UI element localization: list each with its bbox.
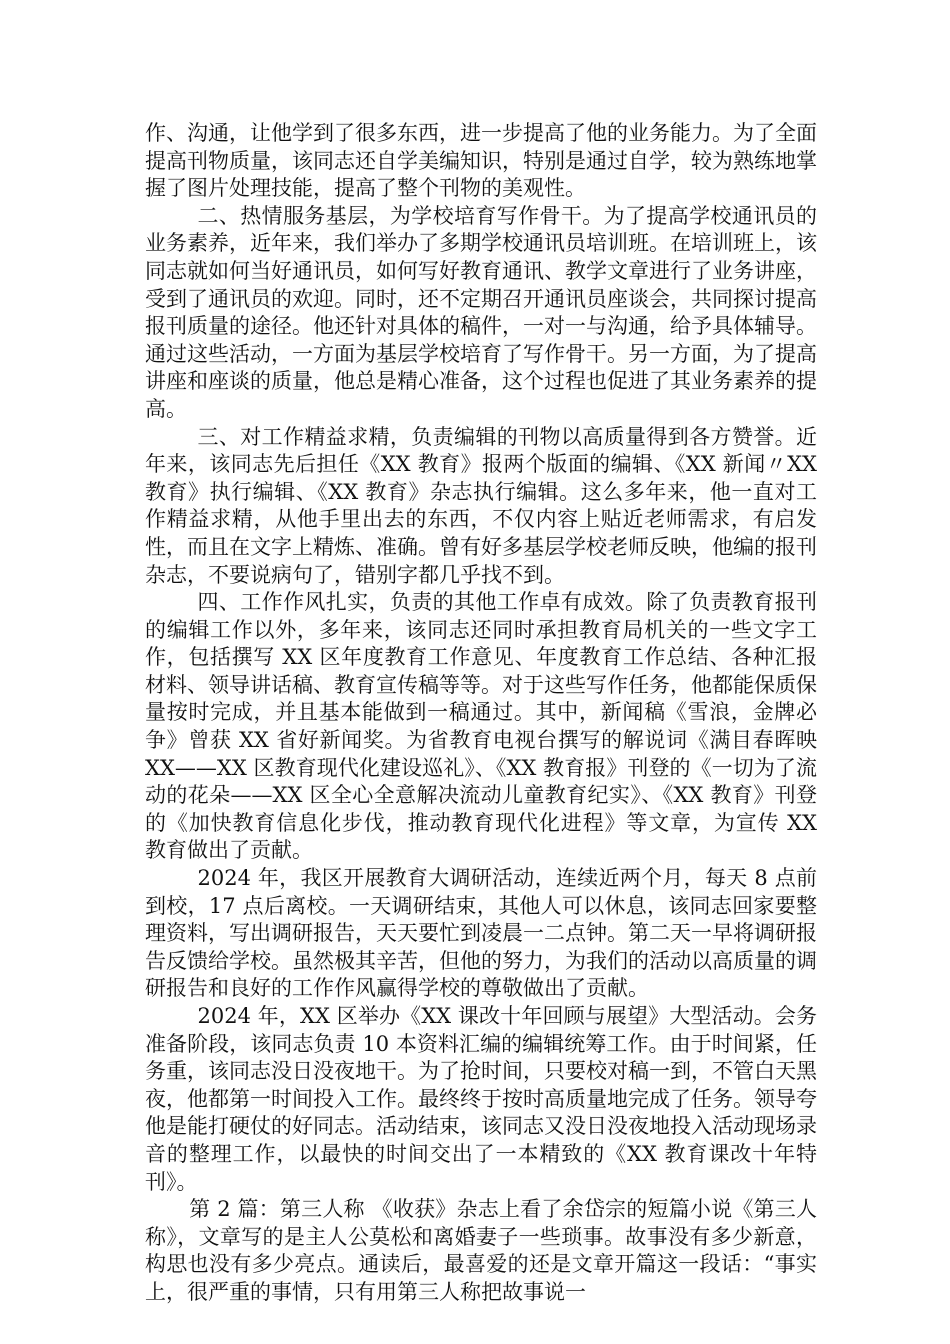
paragraph-section-3: 三、对工作精益求精，负责编辑的刊物以高质量得到各方赞誉。近年来，该同志先后担任《XX 教育》报两个版面的编辑、《XX 新闻〃XX 教育》执行编辑、《XX 教育》杂志执行编辑。这么多年来，他一直对工作精益求精，从他手里出去的东西，不仅内容上贴近老师需求，有启发性，而且在文字上精炼、准确。曾有好多基层学校老师反映，他编的报刊杂志，不要说病句了，错别字都几乎找不到。 (145, 424, 817, 587)
paragraph-section-4: 四、工作作风扎实，负责的其他工作卓有成效。除了负责教育报刊的编辑工作以外，多年来，该同志还同时承担教育局机关的一些文字工作，包括撰写 XX 区年度教育工作意见、年度教育工作总结、各种汇报材料、领导讲话稿、教育宣传稿等等。对于这些写作任务，他都能保质保量按时完成，并且基本能做到一稿通过。其中，新闻稿《雪浪，金牌必争》曾获 XX 省好新闻奖。为省教育电视台撰写的解说词《满目春晖映 XX——XX 区教育现代化建设巡礼》、《XX 教育报》刊登的《一切为了流动的花朵——XX 区全心全意解决流动儿童教育纪实》、《XX 教育》刊登的《加快教育信息化步伐，推动教育现代化进程》等文章，为宣传 XX 教育做出了贡献。 (145, 590, 817, 863)
paragraph-survey: 2024 年，我区开展教育大调研活动，连续近两个月，每天 8 点前到校，17 点后离校。一天调研结束，其他人可以休息，该同志回家要整理资料，写出调研报告，天天要忙到凌晨一二点钟。第二天一早将调研报告反馈给学校。虽然极其辛苦，但他的努力，为我们的活动以高质量的调研报告和良好的工作作风赢得学校的尊敬做出了贡献。 (145, 866, 817, 1001)
paragraph-curriculum-event: 2024 年，XX 区举办《XX 课改十年回顾与展望》大型活动。会务准备阶段，该同志负责 10 本资料汇编的编辑统筹工作。由于时间紧，任务重，该同志没日没夜地干。为了抢时间，只要校对稿一到，不管白天黑夜，他都第一时间投入工作。最终终于按时高质量地完成了任务。领导夸他是能打硬仗的好同志。活动结束，该同志又没日没夜地投入活动现场录音的整理工作，以最快的时间交出了一本精致的《XX 教育课改十年特刊》。 (145, 1004, 817, 1194)
document-body (145, 120, 817, 1307)
paragraph-article-2: 第 2 篇：第三人称 《收获》杂志上看了余岱宗的短篇小说《第三人称》，文章写的是主人公莫松和离婚妻子一些琐事。故事没有多少新意，构思也没有多少亮点。通读后，最喜爱的还是文章开篇这一段话：“事实上，很严重的事情，只有用第三人称把故事说一 (145, 1197, 817, 1304)
paragraph-continued: 作、沟通，让他学到了很多东西，进一步提高了他的业务能力。为了全面提高刊物质量，该同志还自学美编知识，特别是通过自学，较为熟练地掌握了图片处理技能，提高了整个刊物的美观性。 (145, 121, 817, 201)
paragraph-section-2: 二、热情服务基层，为学校培育写作骨干。为了提高学校通讯员的业务素养，近年来，我们举办了多期学校通讯员培训班。在培训班上，该同志就如何当好通讯员，如何写好教育通讯、教学文章进行了业务讲座，受到了通讯员的欢迎。同时，还不定期召开通讯员座谈会，共同探讨提高报刊质量的途径。他还针对具体的稿件，一对一与沟通，给予具体辅导。通过这些活动，一方面为基层学校培育了写作骨干。另一方面，为了提高讲座和座谈的质量，他总是精心准备，这个过程也促进了其业务素养的提高。 (145, 203, 817, 421)
